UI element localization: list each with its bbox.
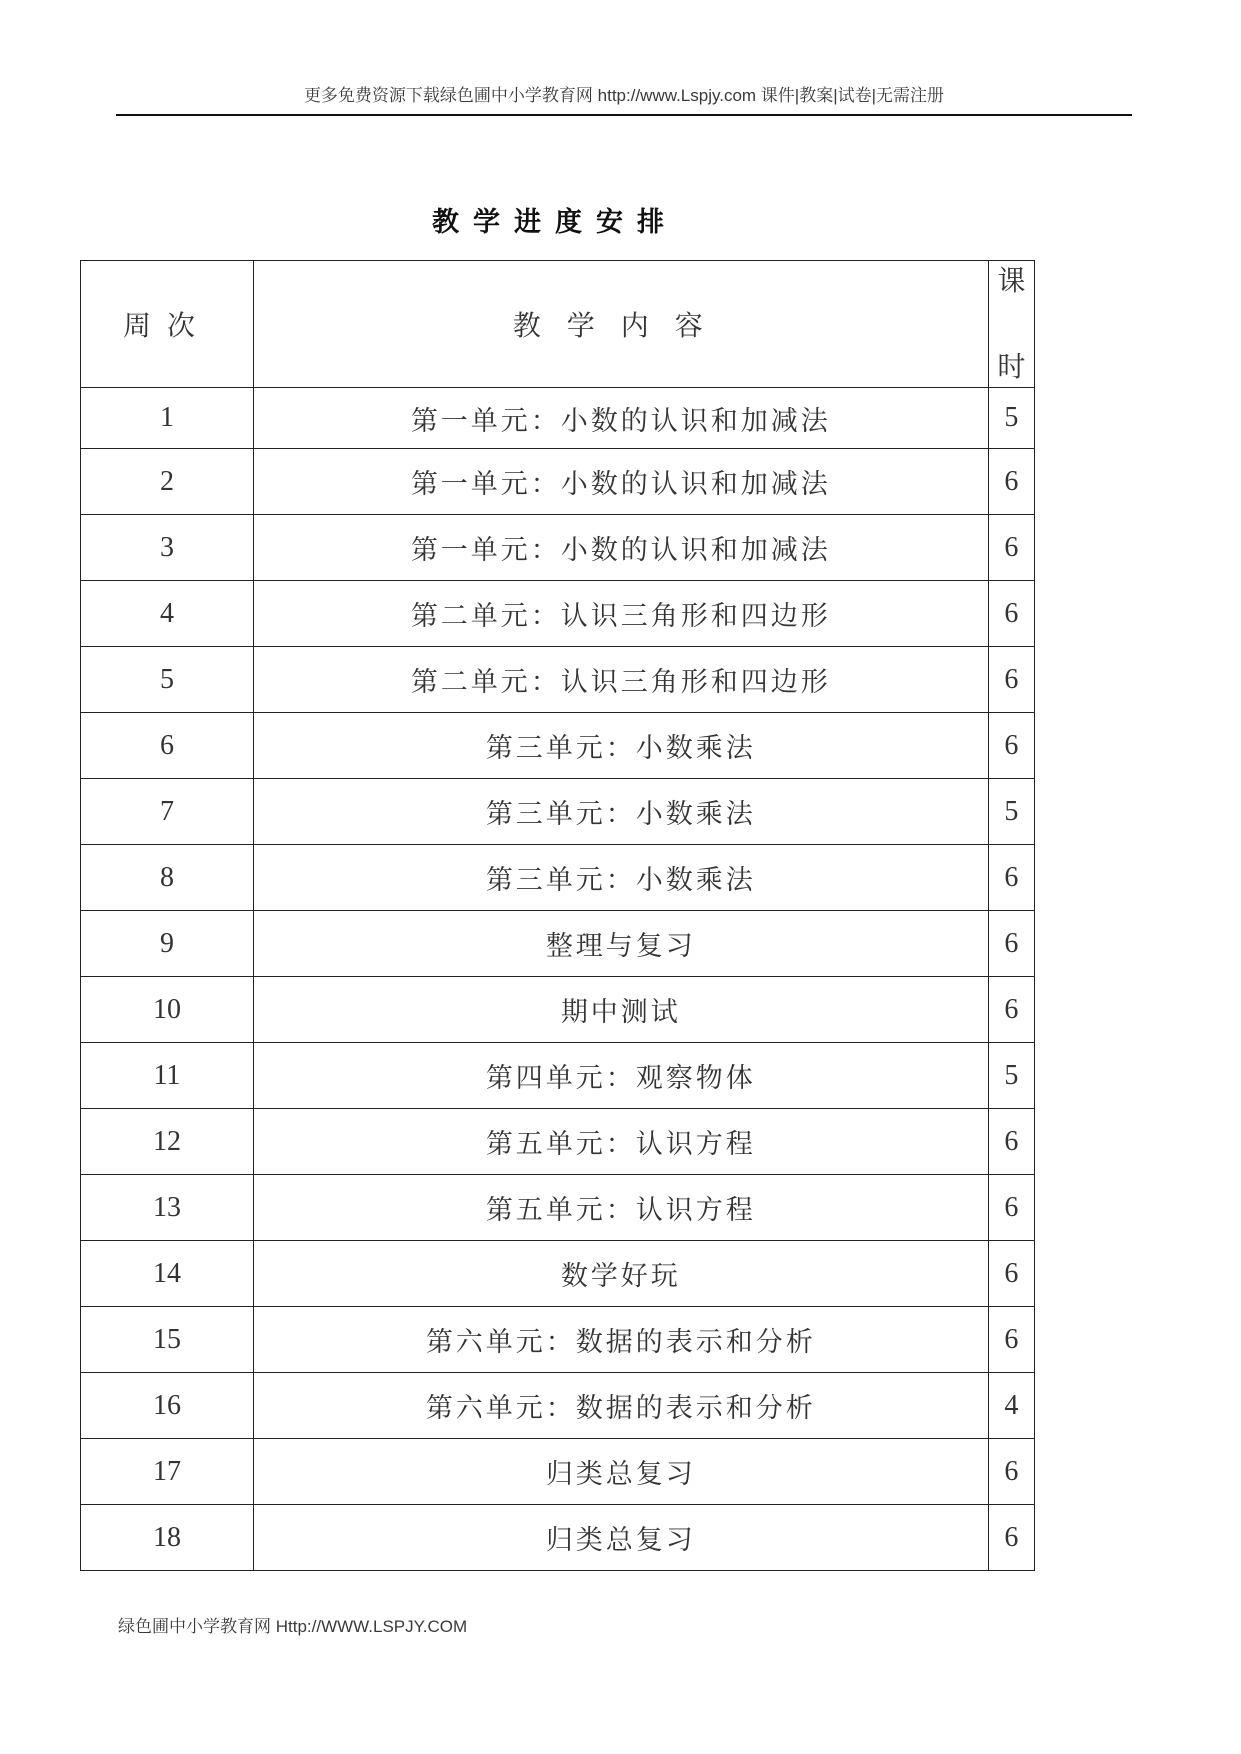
table-row — [81, 845, 1035, 911]
week-cell: 8 — [81, 845, 254, 911]
hours-cell: 6 — [988, 911, 1034, 977]
column-header-hours — [988, 261, 1034, 388]
week-cell: 11 — [81, 1043, 254, 1109]
week-cell: 13 — [81, 1175, 254, 1241]
schedule-body — [81, 388, 1035, 1571]
page-footer: 绿色圃中小学教育网 Http://WWW.LSPJY.COM — [118, 1617, 468, 1636]
content-cell: 第三单元：小数乘法 — [253, 845, 988, 911]
table-row — [81, 1175, 1035, 1241]
hours-cell: 6 — [988, 515, 1034, 581]
week-cell: 9 — [81, 911, 254, 977]
content-cell: 整理与复习 — [253, 911, 988, 977]
hours-cell: 6 — [988, 1505, 1034, 1571]
week-cell: 5 — [81, 647, 254, 713]
week-cell: 14 — [81, 1241, 254, 1307]
column-header-week: 周次 — [81, 261, 254, 388]
content-cell: 归类总复习 — [253, 1439, 988, 1505]
week-cell: 2 — [81, 449, 254, 515]
table-row — [81, 1505, 1035, 1571]
content-cell: 第三单元：小数乘法 — [253, 779, 988, 845]
table-row — [81, 911, 1035, 977]
week-cell: 18 — [81, 1505, 254, 1571]
week-cell: 1 — [81, 388, 254, 449]
content-cell: 数学好玩 — [253, 1241, 988, 1307]
content-cell: 第三单元：小数乘法 — [253, 713, 988, 779]
content-cell: 第四单元：观察物体 — [253, 1043, 988, 1109]
table-header-row — [81, 261, 1035, 388]
hours-cell: 5 — [988, 1043, 1034, 1109]
header-divider — [116, 114, 1132, 116]
week-cell: 17 — [81, 1439, 254, 1505]
week-cell: 15 — [81, 1307, 254, 1373]
hours-cell: 6 — [988, 713, 1034, 779]
content-cell: 第二单元：认识三角形和四边形 — [253, 647, 988, 713]
table-row — [81, 1373, 1035, 1439]
week-cell: 7 — [81, 779, 254, 845]
page-header: 更多免费资源下载绿色圃中小学教育网 http://www.Lspjy.com 课件|教案|试卷|无需注册 — [303, 86, 945, 105]
document-title: 教学进度安排 — [432, 207, 678, 238]
content-cell: 第一单元：小数的认识和加减法 — [253, 388, 988, 449]
hours-cell: 5 — [988, 388, 1034, 449]
content-cell: 第五单元：认识方程 — [253, 1175, 988, 1241]
schedule-table — [80, 260, 1035, 1571]
content-cell: 第六单元：数据的表示和分析 — [253, 1373, 988, 1439]
table-row — [81, 1307, 1035, 1373]
content-cell: 第二单元：认识三角形和四边形 — [253, 581, 988, 647]
column-header-hours-top: 课 — [997, 264, 1026, 297]
hours-cell: 6 — [988, 1241, 1034, 1307]
week-cell: 16 — [81, 1373, 254, 1439]
hours-cell: 6 — [988, 1109, 1034, 1175]
hours-cell: 6 — [988, 1307, 1034, 1373]
content-cell: 期中测试 — [253, 977, 988, 1043]
table-row — [81, 977, 1035, 1043]
hours-cell: 4 — [988, 1373, 1034, 1439]
hours-cell: 6 — [988, 1175, 1034, 1241]
table-row — [81, 581, 1035, 647]
hours-cell: 6 — [988, 581, 1034, 647]
hours-cell: 6 — [988, 1439, 1034, 1505]
column-header-content: 教学内容 — [253, 261, 988, 388]
content-cell: 第一单元：小数的认识和加减法 — [253, 449, 988, 515]
hours-cell: 6 — [988, 977, 1034, 1043]
table-row — [81, 1109, 1035, 1175]
week-cell: 12 — [81, 1109, 254, 1175]
table-row — [81, 1439, 1035, 1505]
content-cell: 第六单元：数据的表示和分析 — [253, 1307, 988, 1373]
hours-cell: 5 — [988, 779, 1034, 845]
hours-cell: 6 — [988, 647, 1034, 713]
table-row — [81, 647, 1035, 713]
week-cell: 6 — [81, 713, 254, 779]
hours-cell: 6 — [988, 449, 1034, 515]
table-row — [81, 515, 1035, 581]
table-row — [81, 388, 1035, 449]
table-row — [81, 449, 1035, 515]
column-header-hours-bottom: 时 — [997, 350, 1026, 383]
table-row — [81, 713, 1035, 779]
content-cell: 第一单元：小数的认识和加减法 — [253, 515, 988, 581]
week-cell: 4 — [81, 581, 254, 647]
week-cell: 10 — [81, 977, 254, 1043]
table-row — [81, 779, 1035, 845]
week-cell: 3 — [81, 515, 254, 581]
table-row — [81, 1043, 1035, 1109]
content-cell: 归类总复习 — [253, 1505, 988, 1571]
hours-cell: 6 — [988, 845, 1034, 911]
table-row — [81, 1241, 1035, 1307]
content-cell: 第五单元：认识方程 — [253, 1109, 988, 1175]
